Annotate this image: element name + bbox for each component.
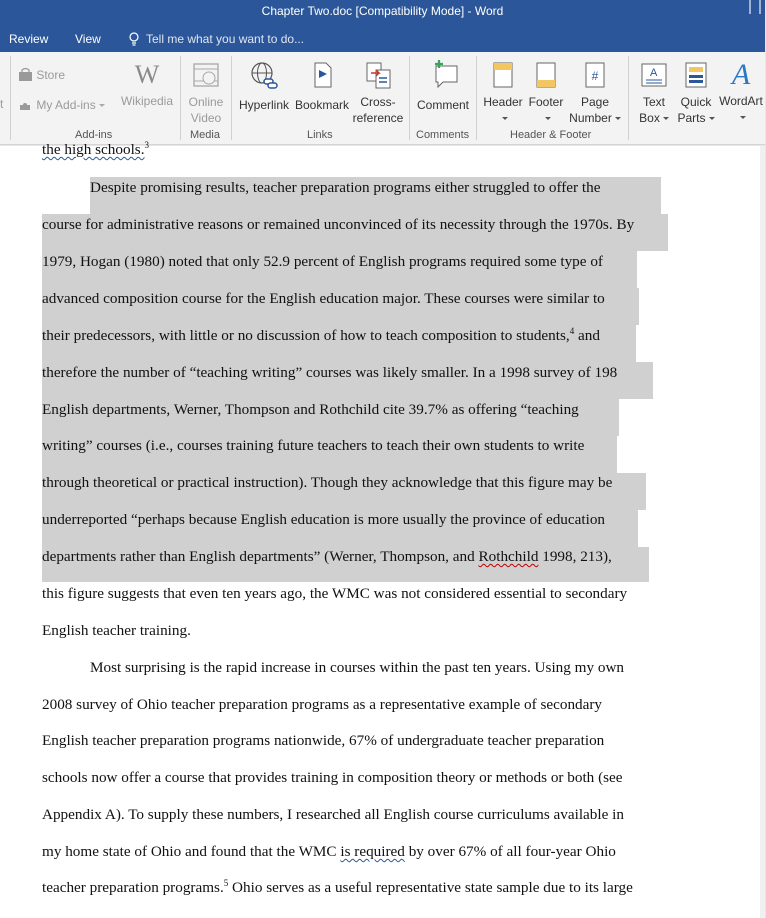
text-line: course for administrative reasons or remained unconvinced of its necessity through the 1970s. By xyxy=(42,216,635,233)
text-line: Most surprising is the rapid increase in courses within the past ten years. Using my own xyxy=(90,659,625,676)
text-line: departments rather than English departments” (Werner, Thompson, and Rothchild 1998, 213), xyxy=(42,548,612,565)
film-icon xyxy=(191,60,221,90)
cross-reference-icon xyxy=(363,60,393,90)
lightbulb-icon xyxy=(128,32,140,46)
footer-button[interactable]: Footer xyxy=(526,60,566,126)
tell-me-box[interactable] xyxy=(128,32,304,46)
svg-text:#: # xyxy=(591,69,599,83)
tab-review[interactable]: Review xyxy=(9,32,49,46)
page-number-icon xyxy=(580,60,610,90)
text-line: schools now offer a course that provides training in composition theory or methods or both (see xyxy=(42,769,623,786)
footer-icon xyxy=(531,60,561,90)
store-icon xyxy=(18,68,33,81)
comment-icon xyxy=(426,58,460,90)
ribbon-tab-row xyxy=(0,26,765,52)
text-box-icon xyxy=(639,60,669,90)
cross-reference-button[interactable]: Cross- reference xyxy=(352,60,404,126)
text-line: this figure suggests that even ten years ago, the WMC was not considered essential to secondary xyxy=(42,585,628,602)
header-icon xyxy=(488,60,518,90)
document-area xyxy=(0,139,765,918)
title-bar xyxy=(0,0,765,26)
cut-off-label: t xyxy=(0,97,4,111)
text-line: English teacher training. xyxy=(42,622,191,639)
my-addins-button[interactable]: My Add-ins xyxy=(18,97,105,113)
bookmark-button[interactable]: Bookmark xyxy=(293,60,351,113)
window-title: Chapter Two.doc [Compatibility Mode] - Word xyxy=(261,4,504,18)
text-line: the high schools.$^3$ xyxy=(42,139,150,158)
text-line: Appendix A). To supply these numbers, I researched all English course curriculums available in xyxy=(42,806,624,823)
text-line: writing” courses (i.e., courses training future teachers to teach their own students to write xyxy=(42,437,585,454)
store-button[interactable]: Store xyxy=(18,67,65,83)
new-comment-button[interactable]: Comment xyxy=(413,58,473,113)
hyperlink-icon xyxy=(249,60,279,90)
bookmark-icon xyxy=(307,60,337,90)
addins-icon xyxy=(18,98,33,111)
wordart-icon: A xyxy=(731,58,751,91)
tab-view[interactable]: View xyxy=(75,32,101,46)
vertical-scrollbar[interactable] xyxy=(760,146,765,918)
wordart-button[interactable]: A WordArt xyxy=(716,60,766,125)
quick-parts-button[interactable]: Quick Parts xyxy=(676,60,716,126)
text-line: underreported “perhaps because English education is more usually the province of education xyxy=(42,511,606,528)
text-line: English departments, Werner, Thompson and Rothchild cite 39.7% as offering “teaching xyxy=(42,401,579,418)
group-label-addins: Add-ins xyxy=(75,129,113,141)
text-box-button[interactable]: A Text Box xyxy=(634,60,674,126)
group-label-media: Media xyxy=(190,129,220,141)
text-line: English teacher preparation programs nationwide, 67% of undergraduate teacher preparation xyxy=(42,732,605,749)
text-line: 2008 survey of Ohio teacher preparation programs as a representative example of secondary xyxy=(42,696,603,713)
wikipedia-icon: W xyxy=(134,60,160,89)
group-label-links: Links xyxy=(307,129,333,141)
tell-me-placeholder: Tell me what you want to do... xyxy=(146,32,305,46)
text-line: teacher preparation programs.$^5$ Ohio serves as a useful representative state sample due to its large xyxy=(42,877,633,896)
group-label-comments: Comments xyxy=(416,129,470,141)
text-line: through theoretical or practical instruction). Though they acknowledge that this figure may be xyxy=(42,474,613,491)
online-video-button[interactable]: Online Video xyxy=(184,60,228,126)
wikipedia-button[interactable]: W Wikipedia xyxy=(120,60,174,108)
hyperlink-button[interactable]: Hyperlink xyxy=(237,60,291,113)
page-number-button[interactable]: # Page Number xyxy=(566,60,624,126)
text-line: 1979, Hogan (1980) noted that only 52.9 percent of English programs required some type of xyxy=(42,253,603,270)
text-line: my home state of Ohio and found that the WMC is required by over 67% of all four-year Ohio xyxy=(42,843,616,860)
text-line: advanced composition course for the English education major. These courses were similar to xyxy=(42,290,605,307)
document-page[interactable] xyxy=(0,139,760,918)
window-controls[interactable] xyxy=(745,0,765,26)
text-line: therefore the number of “teaching writing” courses was likely smaller. In a 1998 survey of 198 xyxy=(42,364,618,381)
quick-parts-icon xyxy=(681,60,711,90)
svg-text:A: A xyxy=(650,67,658,79)
text-line: Despite promising results, teacher preparation programs either struggled to offer the xyxy=(90,179,601,196)
text-line: their predecessors, with little or no discussion of how to teach composition to students,$^4$ and xyxy=(42,325,600,344)
header-button[interactable]: Header xyxy=(480,60,526,126)
group-label-header-footer: Header & Footer xyxy=(510,129,592,141)
